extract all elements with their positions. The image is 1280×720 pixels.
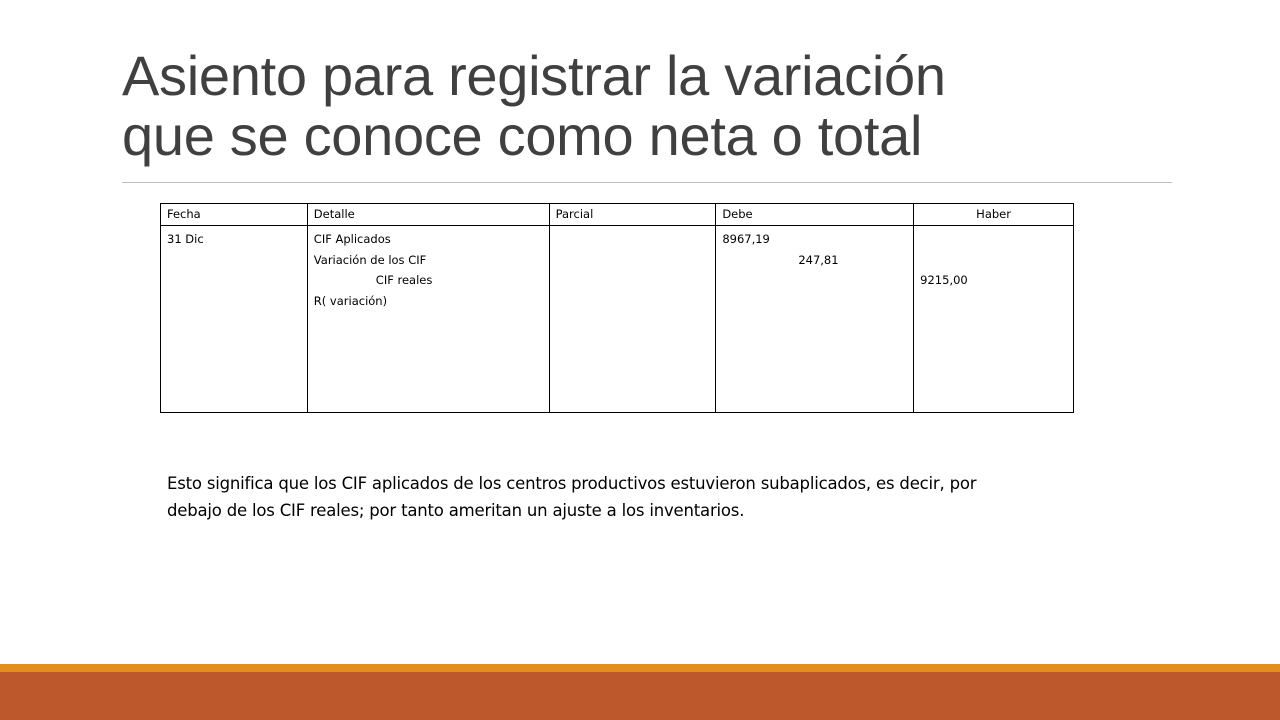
haber-spacer: [920, 229, 1067, 270]
title-divider: [122, 182, 1172, 183]
debe-line-2: 247,81: [798, 252, 839, 267]
header-detalle: Detalle: [307, 204, 549, 226]
journal-entry-table: [160, 203, 1074, 413]
detalle-line-4: R( variación): [313, 293, 388, 308]
cell-parcial: [549, 226, 716, 413]
header-haber: Haber: [914, 204, 1074, 226]
detalle-line-1: CIF Aplicados: [313, 232, 391, 246]
table-header-row: [161, 204, 1074, 226]
haber-value: 9215,00: [920, 273, 968, 287]
header-fecha: Fecha: [161, 204, 308, 226]
fecha-value: 31 Dic: [167, 232, 204, 246]
detalle-line-3: CIF reales: [375, 273, 433, 287]
header-debe: Debe: [716, 204, 914, 226]
paragraph-line-1: Esto significa que los CIF aplicados de los centros productivos estuvieron subaplicados, es decir, por: [167, 474, 977, 493]
table-row: [161, 226, 1074, 413]
paragraph-line-2: debajo de los CIF reales; por tanto ameritan un ajuste a los inventarios.: [167, 501, 745, 520]
slide-title: [122, 46, 1162, 166]
footer-accent-band: [0, 664, 1280, 672]
cell-fecha: [161, 226, 308, 413]
header-parcial: Parcial: [549, 204, 716, 226]
cell-debe: [716, 226, 914, 413]
title-line-2: que se conoce como neta o total: [122, 104, 923, 167]
title-line-1: Asiento para registrar la variación: [122, 44, 946, 107]
debe-line-1: 8967,19: [722, 232, 770, 246]
cell-haber: [914, 226, 1074, 413]
explanation-paragraph: [167, 470, 1157, 524]
cell-detalle: [307, 226, 549, 413]
footer-band: [0, 672, 1280, 720]
detalle-line-2: Variación de los CIF: [313, 252, 427, 267]
